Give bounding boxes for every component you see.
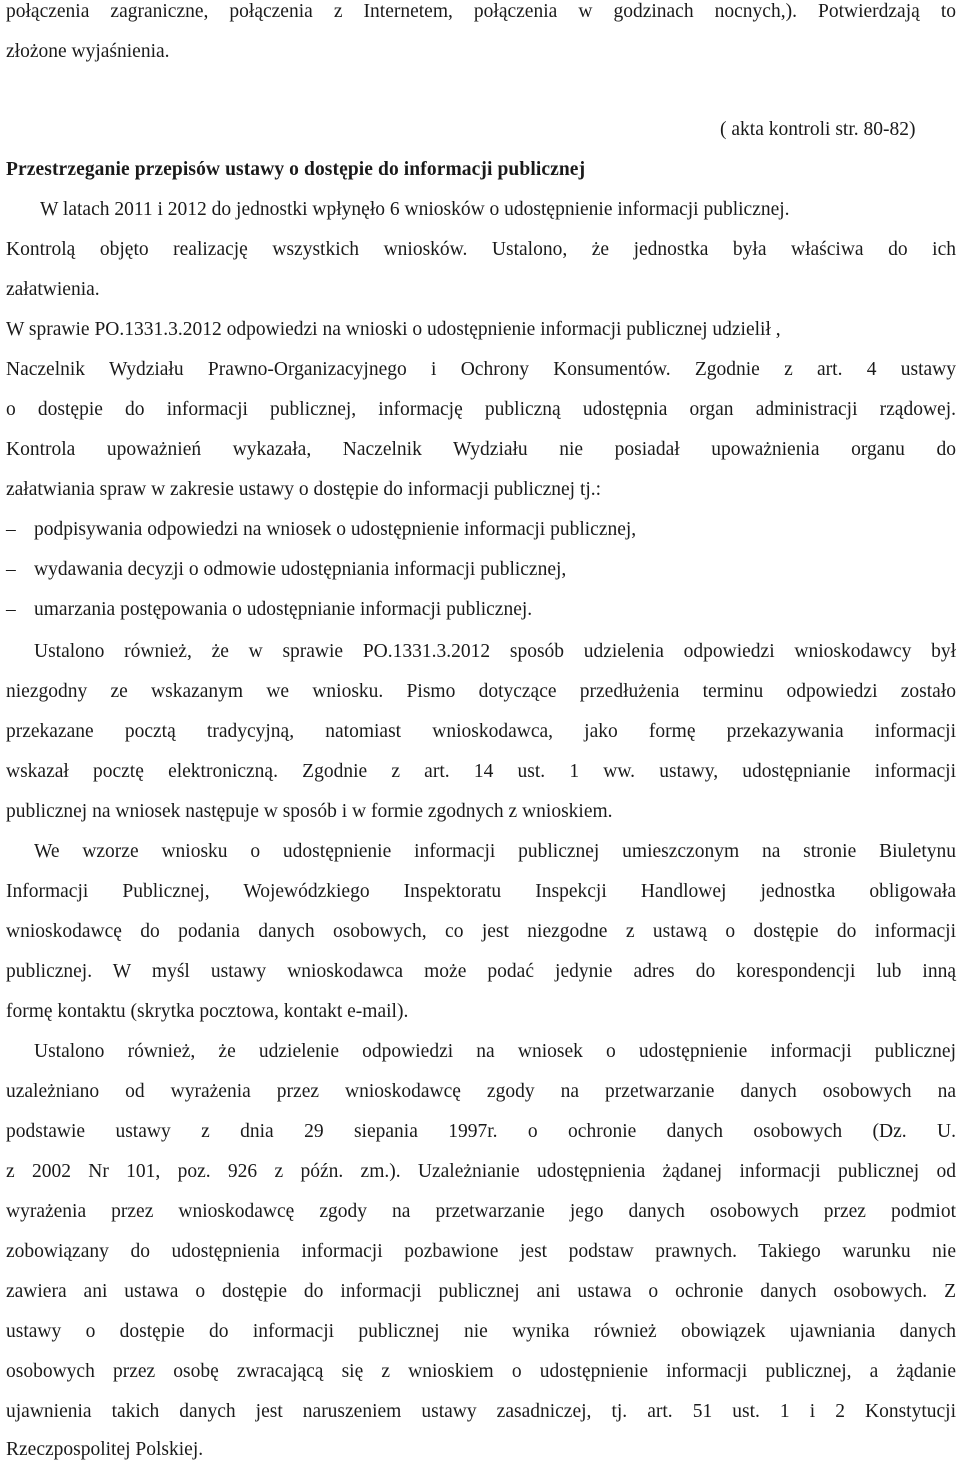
text-line: Naczelnik Wydziału Prawno-Organizacyjnego i Ochrony Konsumentów. Zgodnie z art. 4 ustawy bbox=[6, 359, 956, 380]
text-line: niezgodny ze wskazanym we wniosku. Pismo dotyczące przedłużenia terminu odpowiedzi zostało bbox=[6, 681, 956, 702]
text-line: złożone wyjaśnienia. bbox=[6, 41, 170, 62]
text-line: uzależniano od wyrażenia przez wnioskodawcę zgody na przetwarzanie danych osobowych na bbox=[6, 1081, 956, 1102]
text-line: publicznej na wniosek następuje w sposób i w formie zgodnych z wnioskiem. bbox=[6, 801, 613, 822]
text-line: o dostępie do informacji publicznej, informację publiczną udostępnia organ administracji rządowej. bbox=[6, 399, 956, 420]
text-line: Kontrola upoważnień wykazała, Naczelnik Wydziału nie posiadał upoważnienia organu do bbox=[6, 439, 956, 460]
text-line: publicznej. W myśl ustawy wnioskodawca może podać jedynie adres do korespondencji lub inną bbox=[6, 961, 956, 982]
text-line: We wzorze wniosku o udostępnienie informacji publicznej umieszczonym na stronie Biuletynu bbox=[34, 841, 956, 862]
text-line: Rzeczpospolitej Polskiej. bbox=[6, 1439, 204, 1460]
section-heading: Przestrzeganie przepisów ustawy o dostępie do informacji publicznej bbox=[6, 159, 586, 180]
dash-icon: – bbox=[6, 599, 16, 620]
text-line: Ustalono również, że udzielenie odpowiedzi na wniosek o udostępnienie informacji publicznej bbox=[34, 1041, 956, 1062]
text-line: Informacji Publicznej, Wojewódzkiego Inspektoratu Inspekcji Handlowej jednostka obligowała bbox=[6, 881, 956, 902]
text-line: przekazane pocztą tradycyjną, natomiast wnioskodawca, jako formę przekazywania informacji bbox=[6, 721, 956, 742]
dash-icon: – bbox=[6, 559, 16, 580]
text-line: zobowiązany do udostępnienia informacji pozbawione jest podstaw prawnych. Takiego warunku nie bbox=[6, 1241, 956, 1262]
text-line: osobowych przez osobę zwracającą się z wnioskiem o udostępnienie informacji publicznej, a żądanie bbox=[6, 1361, 956, 1382]
dash-icon: – bbox=[6, 519, 16, 540]
text-line: podstawie ustawy z dnia 29 siepania 1997r. o ochronie danych osobowych (Dz. U. bbox=[6, 1121, 956, 1142]
list-item-text: umarzania postępowania o udostępnianie informacji publicznej. bbox=[34, 599, 533, 620]
text-line: formę kontaktu (skrytka pocztowa, kontakt e-mail). bbox=[6, 1001, 409, 1022]
reference-note: ( akta kontroli str. 80-82) bbox=[720, 119, 916, 140]
list-item bbox=[6, 598, 532, 622]
text-line: załatwiania spraw w zakresie ustawy o dostępie do informacji publicznej tj.: bbox=[6, 479, 602, 500]
text-line: Kontrolą objęto realizację wszystkich wniosków. Ustalono, że jednostka była właściwa do ich bbox=[6, 239, 956, 260]
text-line: wnioskodawcę do podania danych osobowych, co jest niezgodne z ustawą o dostępie do informacji bbox=[6, 921, 956, 942]
text-line: W latach 2011 i 2012 do jednostki wpłynęło 6 wniosków o udostępnienie informacji publicznej. bbox=[40, 199, 790, 220]
list-item-text: wydawania decyzji o odmowie udostępniania informacji publicznej, bbox=[34, 559, 567, 580]
text-line: W sprawie PO.1331.3.2012 odpowiedzi na wnioski o udostępnienie informacji publicznej udzielił , bbox=[6, 319, 781, 340]
text-line: wyrażenia przez wnioskodawcę zgody na przetwarzanie jego danych osobowych przez podmiot bbox=[6, 1201, 956, 1222]
text-line: ustawy o dostępie do informacji publicznej nie wynika również obowiązek ujawniania danych bbox=[6, 1321, 956, 1342]
list-item-text: podpisywania odpowiedzi na wniosek o udostępnienie informacji publicznej, bbox=[34, 519, 637, 540]
text-line: ujawnienia takich danych jest naruszeniem ustawy zasadniczej, tj. art. 51 ust. 1 i 2 Konstytucji bbox=[6, 1401, 956, 1422]
text-line: połączenia zagraniczne, połączenia z Internetem, połączenia w godzinach nocnych,). Potwierdzają to bbox=[6, 1, 956, 22]
text-line: z 2002 Nr 101, poz. 926 z późn. zm.). Uzależnianie udostępnienia żądanej informacji publicznej od bbox=[6, 1161, 956, 1182]
list-item bbox=[6, 558, 566, 582]
text-line: Ustalono również, że w sprawie PO.1331.3.2012 sposób udzielenia odpowiedzi wnioskodawcy był bbox=[34, 641, 956, 662]
list-item bbox=[6, 518, 636, 542]
text-line: wskazał pocztę elektroniczną. Zgodnie z art. 14 ust. 1 ww. ustawy, udostępnianie informacji bbox=[6, 761, 956, 782]
text-line: zawiera ani ustawa o dostępie do informacji publicznej ani ustawa o ochronie danych osobowych. Z bbox=[6, 1281, 956, 1302]
text-line: załatwienia. bbox=[6, 279, 100, 300]
